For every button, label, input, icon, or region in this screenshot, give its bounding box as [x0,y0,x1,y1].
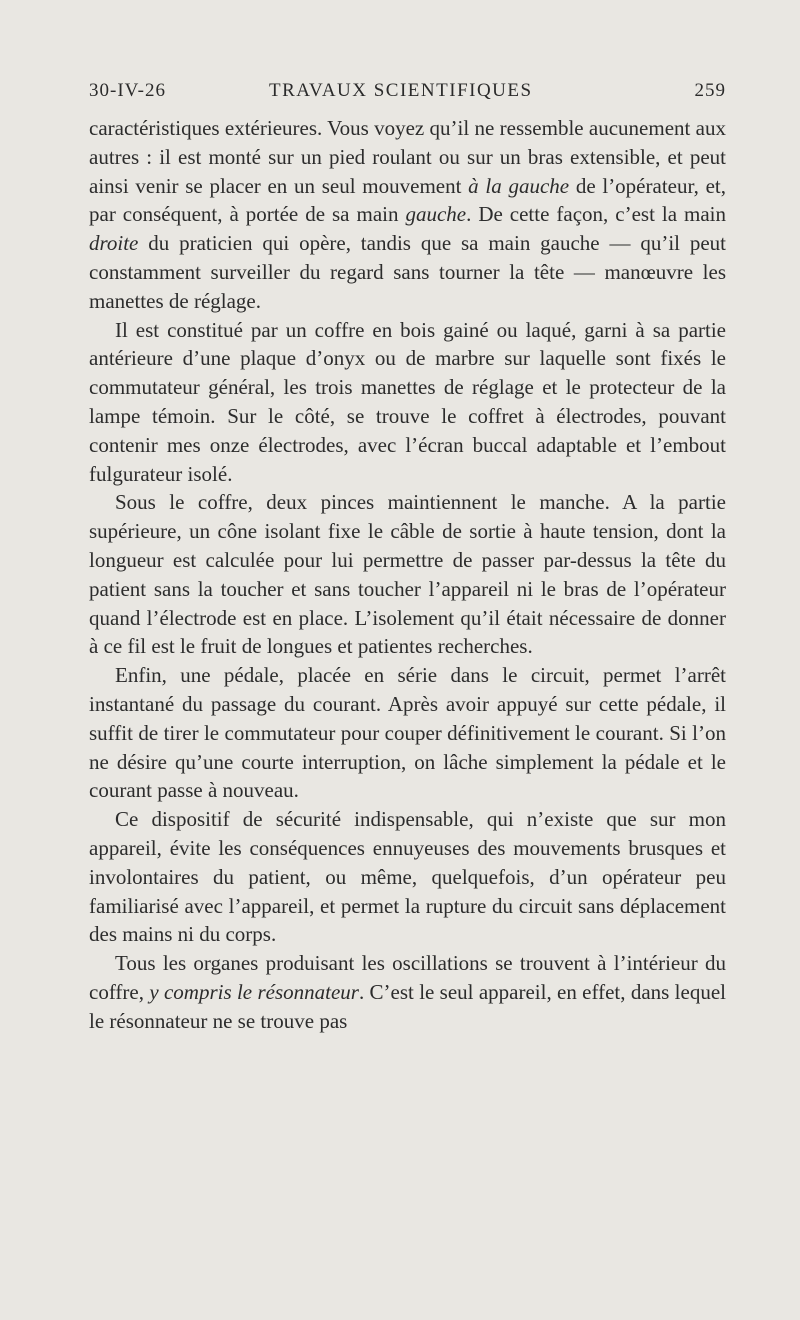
paragraph [89,488,726,661]
text-segment: caractéristiques extérieures. Vous voyez qu’il ne ressemble aucunement aux autres : il est monté sur un pied roulant ou sur un bras extensible, et peut ainsi venir se placer en un seul mouvement [89,116,726,198]
paragraph [89,114,726,316]
italic-text: y compris le résonnateur [149,979,359,1004]
paragraph [89,949,726,1035]
text-segment: Tous les organes produisant les oscillations se trouvent à l’intérieur du coffre, [89,951,726,1004]
running-header [89,80,726,114]
body-text [89,114,726,1036]
italic-text: droite [89,231,139,256]
paragraph [89,805,726,949]
text-segment: . C’est le seul appareil, en effet, dans lequel le résonnateur ne se trouve pas [89,979,726,1033]
italic-text: gauche [405,202,467,227]
text-segment: Il est constitué par un coffre en bois gainé ou laqué, garni à sa partie antérieure d’une plaque d’onyx ou de marbre sur laquelle sont fixés le commutateur général, les trois manettes de réglage et le protecteur de la lampe témoin. Sur le côté, se trouve le coffret à électrodes, pouvant contenir mes onze électrodes, avec l’écran buccal adaptable et l’embout fulgurateur isolé. [89,317,726,486]
header-title: TRAVAUX SCIENTIFIQUES [269,80,533,101]
text-segment: de l’opérateur, et, par conséquent, à portée de sa main [89,173,727,227]
header-date: 30-IV-26 [89,80,166,101]
text-segment: Enfin, une pédale, placée en série dans le circuit, permet l’arrêt instantané du passage du courant. Après avoir appuyé sur cette pédale, il suffit de tirer le commutateur pour couper définitivement le courant. Si l’on ne désire qu’une courte interruption, on lâche simplement la pédale et le courant passe à nouveau. [89,663,726,803]
page-number: 259 [694,80,726,101]
text-segment: Ce dispositif de sécurité indispensable, qui n’existe que sur mon appareil, évite les conséquences ennuyeuses des mouvements brusques et involontaires du patient, ou même, quelquefois, d’un opérateur peu familiarisé avec l’appareil, et permet la rupture du circuit sans déplacement des mains ni du corps. [89,807,726,947]
text-segment: . De cette façon, c’est la main [466,202,726,227]
text-segment: du praticien qui opère, tandis que sa main gauche — qu’il peut constamment surveiller du regard sans tourner la tête — manœuvre les manettes de réglage. [89,231,726,313]
italic-text: à la gauche [468,173,570,198]
paragraph [89,316,726,489]
text-segment: Sous le coffre, deux pinces maintiennent le manche. A la partie supérieure, un cône isolant fixe le câble de sortie à haute tension, dont la longueur est calculée pour lui permettre de passer par-dessus la tête du patient sans la toucher et sans toucher l’appareil ni le bras de l’opérateur quand l’électrode est en place. L’isolement qu’il était nécessaire de donner à ce fil est le fruit de longues et patientes recherches. [89,490,726,659]
paragraph [89,661,726,805]
